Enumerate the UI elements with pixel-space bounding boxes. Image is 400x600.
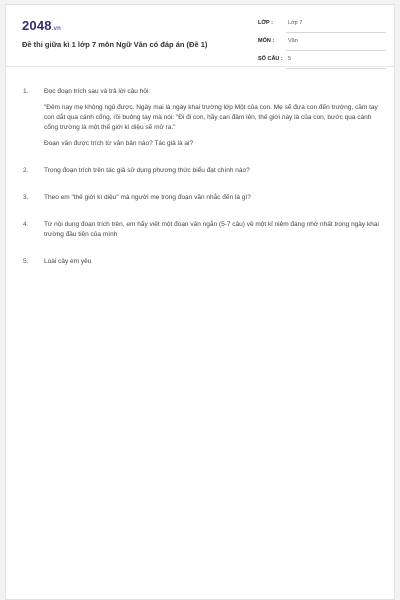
exam-meta (258, 18, 386, 72)
question-subtext: Đoạn văn được trích từ văn bản nào? Tác giả là ai? (44, 140, 194, 147)
question-count-value: 5 (288, 56, 292, 62)
question-item (23, 87, 383, 149)
question-item (23, 220, 383, 240)
question-number: 4. (23, 221, 29, 228)
question-item (23, 193, 383, 203)
class-label: LỚP : (258, 20, 273, 26)
question-item (23, 257, 383, 267)
class-value: Lớp 7 (288, 20, 303, 26)
question-number: 3. (23, 194, 29, 201)
question-text: Từ nội dung đoạn trích trên, em hãy viết một đoạn văn ngắn (5-7 câu) về một kỉ niệm đáng nhớ nhất trong ngày khai trường đầu tiên của mình (44, 221, 379, 238)
meta-row-subject (258, 36, 386, 51)
exam-title: Đề thi giữa kì 1 lớp 7 môn Ngữ Văn có đáp án (Đề 1) (22, 40, 208, 49)
meta-underline (286, 32, 386, 33)
question-number: 2. (23, 167, 29, 174)
exam-header (6, 5, 394, 67)
question-text: Theo em "thế giới kì diệu" mà người mẹ trong đoạn văn nhắc đến là gì? (44, 194, 251, 201)
question-text: Đọc đoạn trích sau và trả lời câu hỏi: (44, 88, 151, 95)
question-text: Loài cây em yêu (44, 258, 92, 265)
question-count-label: SỐ CÂU : (258, 56, 283, 62)
subject-label: MÔN : (258, 38, 275, 44)
meta-underline (286, 68, 386, 69)
subject-value: Văn (288, 38, 298, 44)
site-logo[interactable] (22, 18, 61, 33)
question-passage: "Đêm nay mẹ không ngủ được. Ngày mai là ngày khai trường lớp Một của con. Mẹ sẽ đưa con đến trường, cầm tay con dắt qua cánh cổng, rồi buông tay mà nói: "Đi đi con, hãy can đảm lên, thế giới này là của con, bước qua cánh cổng trường là một thế giới kì diệu sẽ mở ra." (44, 104, 378, 131)
meta-row-class (258, 18, 386, 33)
question-text: Trong đoạn trích trên tác giả sử dụng phương thức biểu đạt chính nào? (44, 167, 250, 174)
logo-tld-text: .vn (51, 26, 62, 32)
meta-row-count (258, 54, 386, 69)
question-list (23, 87, 383, 267)
exam-sheet (5, 4, 395, 600)
question-item (23, 166, 383, 176)
logo-main-text: 2048 (22, 18, 52, 33)
question-number: 5. (23, 258, 29, 265)
meta-underline (286, 50, 386, 51)
question-number: 1. (23, 88, 29, 95)
